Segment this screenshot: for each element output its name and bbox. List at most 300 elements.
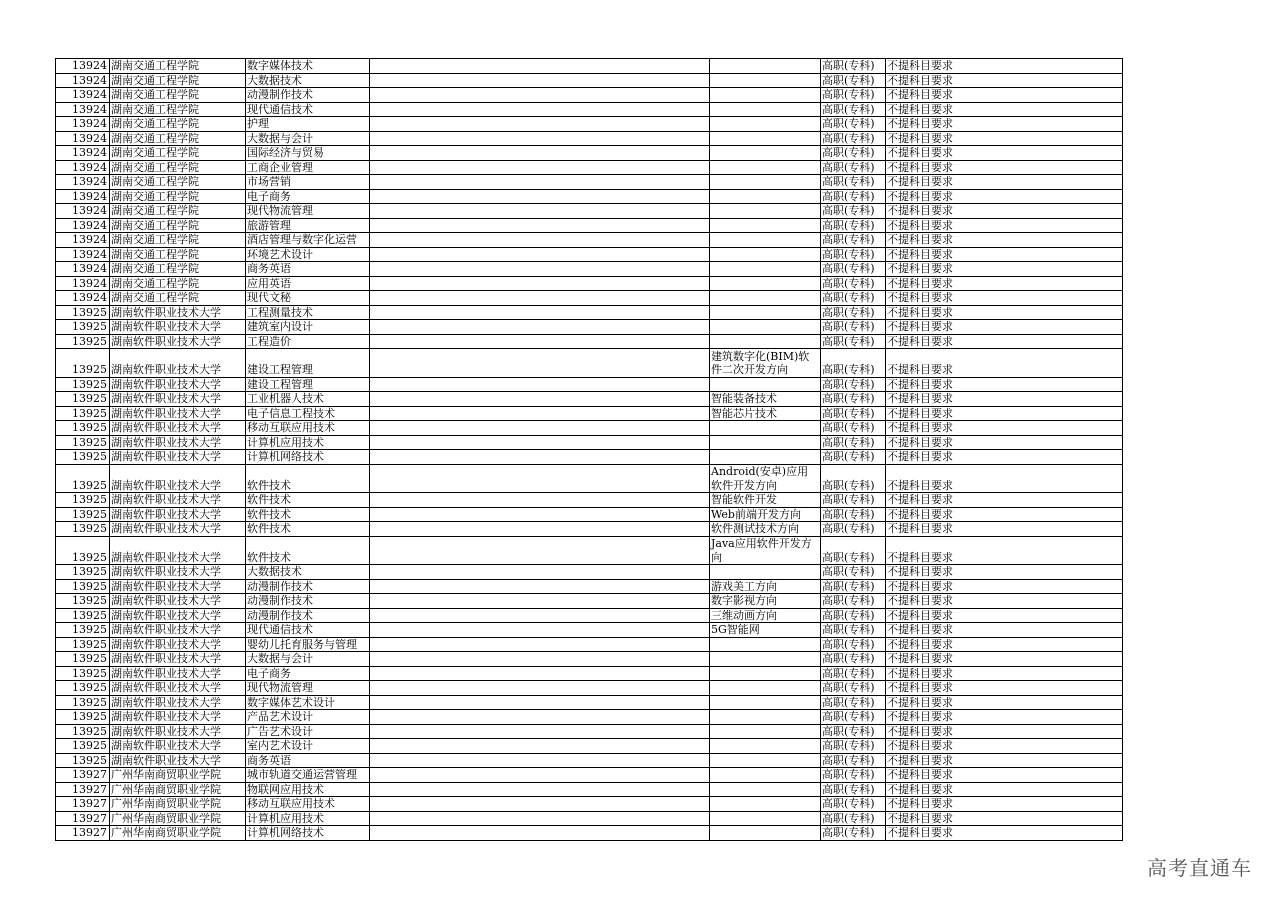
- level-cell: 高职(专科): [821, 204, 886, 219]
- level-cell: 高职(专科): [821, 131, 886, 146]
- school-code-cell: 13925: [56, 305, 110, 320]
- direction-note-cell: [710, 233, 821, 248]
- level-cell: 高职(专科): [821, 406, 886, 421]
- subject-requirement-cell: 不提科目要求: [886, 146, 1123, 161]
- blank-cell: [370, 392, 710, 407]
- table-row: [56, 189, 1123, 204]
- school-name-cell: 湖南软件职业技术大学: [110, 522, 246, 537]
- direction-note-cell: [710, 565, 821, 580]
- school-name-cell: 湖南软件职业技术大学: [110, 349, 246, 378]
- blank-cell: [370, 247, 710, 262]
- school-code-cell: 13925: [56, 507, 110, 522]
- direction-note-cell: [710, 637, 821, 652]
- direction-note-cell: 三维动画方向: [710, 608, 821, 623]
- blank-cell: [370, 710, 710, 725]
- table-row: [56, 522, 1123, 537]
- level-cell: 高职(专科): [821, 724, 886, 739]
- major-cell: 现代文秘: [246, 291, 370, 306]
- school-code-cell: 13925: [56, 724, 110, 739]
- school-code-cell: 13925: [56, 334, 110, 349]
- school-name-cell: 湖南交通工程学院: [110, 276, 246, 291]
- school-code-cell: 13925: [56, 608, 110, 623]
- school-name-cell: 湖南交通工程学院: [110, 175, 246, 190]
- blank-cell: [370, 175, 710, 190]
- table-row: [56, 392, 1123, 407]
- school-name-cell: 湖南软件职业技术大学: [110, 666, 246, 681]
- blank-cell: [370, 536, 710, 565]
- school-name-cell: 湖南交通工程学院: [110, 291, 246, 306]
- subject-requirement-cell: 不提科目要求: [886, 305, 1123, 320]
- table-row: [56, 218, 1123, 233]
- school-name-cell: 湖南交通工程学院: [110, 218, 246, 233]
- subject-requirement-cell: 不提科目要求: [886, 117, 1123, 132]
- blank-cell: [370, 464, 710, 493]
- school-code-cell: 13924: [56, 59, 110, 74]
- level-cell: 高职(专科): [821, 666, 886, 681]
- blank-cell: [370, 797, 710, 812]
- table-row: [56, 102, 1123, 117]
- school-name-cell: 湖南软件职业技术大学: [110, 536, 246, 565]
- subject-requirement-cell: 不提科目要求: [886, 160, 1123, 175]
- direction-note-cell: [710, 666, 821, 681]
- blank-cell: [370, 276, 710, 291]
- table-row: [56, 276, 1123, 291]
- school-name-cell: 湖南交通工程学院: [110, 131, 246, 146]
- level-cell: 高职(专科): [821, 218, 886, 233]
- level-cell: 高职(专科): [821, 421, 886, 436]
- subject-requirement-cell: 不提科目要求: [886, 739, 1123, 754]
- major-cell: 广告艺术设计: [246, 724, 370, 739]
- direction-note-cell: [710, 262, 821, 277]
- school-name-cell: 湖南软件职业技术大学: [110, 421, 246, 436]
- major-cell: 城市轨道交通运营管理: [246, 768, 370, 783]
- blank-cell: [370, 637, 710, 652]
- school-code-cell: 13925: [56, 594, 110, 609]
- school-code-cell: 13924: [56, 131, 110, 146]
- direction-note-cell: [710, 681, 821, 696]
- subject-requirement-cell: 不提科目要求: [886, 450, 1123, 465]
- blank-cell: [370, 131, 710, 146]
- level-cell: 高职(专科): [821, 392, 886, 407]
- subject-requirement-cell: 不提科目要求: [886, 73, 1123, 88]
- major-cell: 工程造价: [246, 334, 370, 349]
- subject-requirement-cell: 不提科目要求: [886, 247, 1123, 262]
- direction-note-cell: 智能软件开发: [710, 493, 821, 508]
- subject-requirement-cell: 不提科目要求: [886, 218, 1123, 233]
- subject-requirement-cell: 不提科目要求: [886, 406, 1123, 421]
- blank-cell: [370, 334, 710, 349]
- table-row: [56, 768, 1123, 783]
- level-cell: 高职(专科): [821, 305, 886, 320]
- blank-cell: [370, 218, 710, 233]
- school-code-cell: 13925: [56, 522, 110, 537]
- subject-requirement-cell: 不提科目要求: [886, 507, 1123, 522]
- direction-note-cell: [710, 320, 821, 335]
- school-code-cell: 13925: [56, 421, 110, 436]
- major-cell: 大数据技术: [246, 565, 370, 580]
- blank-cell: [370, 579, 710, 594]
- level-cell: 高职(专科): [821, 623, 886, 638]
- direction-note-cell: [710, 826, 821, 841]
- school-code-cell: 13927: [56, 826, 110, 841]
- table-row: [56, 406, 1123, 421]
- table-row: [56, 826, 1123, 841]
- school-name-cell: 湖南软件职业技术大学: [110, 493, 246, 508]
- direction-note-cell: [710, 710, 821, 725]
- direction-note-cell: [710, 739, 821, 754]
- school-code-cell: 13925: [56, 623, 110, 638]
- school-code-cell: 13925: [56, 681, 110, 696]
- blank-cell: [370, 739, 710, 754]
- subject-requirement-cell: 不提科目要求: [886, 811, 1123, 826]
- table-row: [56, 421, 1123, 436]
- school-name-cell: 湖南软件职业技术大学: [110, 565, 246, 580]
- admission-table: [55, 58, 1123, 841]
- school-code-cell: 13924: [56, 88, 110, 103]
- school-code-cell: 13925: [56, 739, 110, 754]
- subject-requirement-cell: 不提科目要求: [886, 782, 1123, 797]
- blank-cell: [370, 507, 710, 522]
- level-cell: 高职(专科): [821, 233, 886, 248]
- school-code-cell: 13925: [56, 652, 110, 667]
- direction-note-cell: 数字影视方向: [710, 594, 821, 609]
- blank-cell: [370, 493, 710, 508]
- table-row: [56, 377, 1123, 392]
- direction-note-cell: [710, 652, 821, 667]
- table-row: [56, 59, 1123, 74]
- school-code-cell: 13925: [56, 579, 110, 594]
- level-cell: 高职(专科): [821, 276, 886, 291]
- school-name-cell: 广州华南商贸职业学院: [110, 797, 246, 812]
- subject-requirement-cell: 不提科目要求: [886, 377, 1123, 392]
- school-code-cell: 13925: [56, 565, 110, 580]
- school-name-cell: 湖南软件职业技术大学: [110, 681, 246, 696]
- subject-requirement-cell: 不提科目要求: [886, 826, 1123, 841]
- level-cell: 高职(专科): [821, 739, 886, 754]
- blank-cell: [370, 768, 710, 783]
- level-cell: 高职(专科): [821, 536, 886, 565]
- major-cell: 数字媒体艺术设计: [246, 695, 370, 710]
- subject-requirement-cell: 不提科目要求: [886, 565, 1123, 580]
- blank-cell: [370, 88, 710, 103]
- major-cell: 市场营销: [246, 175, 370, 190]
- table-row: [56, 305, 1123, 320]
- major-cell: 动漫制作技术: [246, 579, 370, 594]
- blank-cell: [370, 421, 710, 436]
- school-code-cell: 13925: [56, 493, 110, 508]
- school-name-cell: 湖南软件职业技术大学: [110, 392, 246, 407]
- major-cell: 现代物流管理: [246, 204, 370, 219]
- level-cell: 高职(专科): [821, 435, 886, 450]
- school-name-cell: 湖南交通工程学院: [110, 233, 246, 248]
- school-name-cell: 湖南软件职业技术大学: [110, 305, 246, 320]
- table-row: [56, 681, 1123, 696]
- school-code-cell: 13924: [56, 189, 110, 204]
- table-row: [56, 623, 1123, 638]
- school-code-cell: 13925: [56, 392, 110, 407]
- blank-cell: [370, 608, 710, 623]
- major-cell: 大数据与会计: [246, 652, 370, 667]
- major-cell: 产品艺术设计: [246, 710, 370, 725]
- direction-note-cell: [710, 146, 821, 161]
- school-name-cell: 湖南软件职业技术大学: [110, 435, 246, 450]
- direction-note-cell: [710, 102, 821, 117]
- major-cell: 动漫制作技术: [246, 594, 370, 609]
- direction-note-cell: [710, 753, 821, 768]
- blank-cell: [370, 73, 710, 88]
- blank-cell: [370, 117, 710, 132]
- direction-note-cell: [710, 73, 821, 88]
- school-code-cell: 13924: [56, 146, 110, 161]
- major-cell: 动漫制作技术: [246, 88, 370, 103]
- subject-requirement-cell: 不提科目要求: [886, 695, 1123, 710]
- major-cell: 移动互联应用技术: [246, 421, 370, 436]
- table-row: [56, 579, 1123, 594]
- table-row: [56, 464, 1123, 493]
- level-cell: 高职(专科): [821, 695, 886, 710]
- major-cell: 环境艺术设计: [246, 247, 370, 262]
- blank-cell: [370, 59, 710, 74]
- major-cell: 工商企业管理: [246, 160, 370, 175]
- school-code-cell: 13924: [56, 73, 110, 88]
- blank-cell: [370, 262, 710, 277]
- school-name-cell: 湖南交通工程学院: [110, 247, 246, 262]
- subject-requirement-cell: 不提科目要求: [886, 175, 1123, 190]
- major-cell: 物联网应用技术: [246, 782, 370, 797]
- major-cell: 计算机应用技术: [246, 811, 370, 826]
- school-name-cell: 湖南交通工程学院: [110, 73, 246, 88]
- major-cell: 软件技术: [246, 507, 370, 522]
- subject-requirement-cell: 不提科目要求: [886, 88, 1123, 103]
- table-row: [56, 594, 1123, 609]
- direction-note-cell: [710, 88, 821, 103]
- level-cell: 高职(专科): [821, 175, 886, 190]
- direction-note-cell: [710, 117, 821, 132]
- level-cell: 高职(专科): [821, 753, 886, 768]
- table-row: [56, 117, 1123, 132]
- table-row: [56, 724, 1123, 739]
- table-row: [56, 233, 1123, 248]
- subject-requirement-cell: 不提科目要求: [886, 421, 1123, 436]
- blank-cell: [370, 695, 710, 710]
- table-row: [56, 247, 1123, 262]
- subject-requirement-cell: 不提科目要求: [886, 579, 1123, 594]
- direction-note-cell: [710, 305, 821, 320]
- direction-note-cell: [710, 204, 821, 219]
- subject-requirement-cell: 不提科目要求: [886, 320, 1123, 335]
- major-cell: 大数据技术: [246, 73, 370, 88]
- school-code-cell: 13924: [56, 218, 110, 233]
- school-name-cell: 湖南软件职业技术大学: [110, 637, 246, 652]
- table-row: [56, 493, 1123, 508]
- blank-cell: [370, 233, 710, 248]
- major-cell: 酒店管理与数字化运营: [246, 233, 370, 248]
- subject-requirement-cell: 不提科目要求: [886, 652, 1123, 667]
- blank-cell: [370, 349, 710, 378]
- blank-cell: [370, 652, 710, 667]
- level-cell: 高职(专科): [821, 59, 886, 74]
- table-row: [56, 204, 1123, 219]
- major-cell: 现代通信技术: [246, 623, 370, 638]
- direction-note-cell: 建筑数字化(BIM)软件二次开发方向: [710, 349, 821, 378]
- school-name-cell: 湖南软件职业技术大学: [110, 608, 246, 623]
- direction-note-cell: [710, 276, 821, 291]
- major-cell: 大数据与会计: [246, 131, 370, 146]
- blank-cell: [370, 406, 710, 421]
- subject-requirement-cell: 不提科目要求: [886, 493, 1123, 508]
- direction-note-cell: [710, 291, 821, 306]
- table-row: [56, 666, 1123, 681]
- table-row: [56, 565, 1123, 580]
- major-cell: 电子商务: [246, 666, 370, 681]
- major-cell: 工程测量技术: [246, 305, 370, 320]
- level-cell: 高职(专科): [821, 377, 886, 392]
- direction-note-cell: [710, 724, 821, 739]
- major-cell: 建设工程管理: [246, 377, 370, 392]
- direction-note-cell: 软件测试技术方向: [710, 522, 821, 537]
- school-name-cell: 湖南软件职业技术大学: [110, 695, 246, 710]
- direction-note-cell: [710, 247, 821, 262]
- school-code-cell: 13924: [56, 276, 110, 291]
- direction-note-cell: [710, 59, 821, 74]
- major-cell: 旅游管理: [246, 218, 370, 233]
- school-name-cell: 湖南软件职业技术大学: [110, 710, 246, 725]
- direction-note-cell: [710, 131, 821, 146]
- level-cell: 高职(专科): [821, 160, 886, 175]
- school-name-cell: 湖南软件职业技术大学: [110, 450, 246, 465]
- table-row: [56, 334, 1123, 349]
- level-cell: 高职(专科): [821, 594, 886, 609]
- table-row: [56, 637, 1123, 652]
- blank-cell: [370, 782, 710, 797]
- table-row: [56, 262, 1123, 277]
- direction-note-cell: [710, 797, 821, 812]
- blank-cell: [370, 811, 710, 826]
- level-cell: 高职(专科): [821, 507, 886, 522]
- blank-cell: [370, 666, 710, 681]
- subject-requirement-cell: 不提科目要求: [886, 594, 1123, 609]
- table-row: [56, 782, 1123, 797]
- school-name-cell: 湖南软件职业技术大学: [110, 377, 246, 392]
- school-code-cell: 13925: [56, 349, 110, 378]
- major-cell: 计算机应用技术: [246, 435, 370, 450]
- school-name-cell: 湖南软件职业技术大学: [110, 594, 246, 609]
- level-cell: 高职(专科): [821, 681, 886, 696]
- table-row: [56, 652, 1123, 667]
- school-code-cell: 13924: [56, 204, 110, 219]
- school-name-cell: 湖南交通工程学院: [110, 59, 246, 74]
- subject-requirement-cell: 不提科目要求: [886, 131, 1123, 146]
- school-code-cell: 13924: [56, 102, 110, 117]
- subject-requirement-cell: 不提科目要求: [886, 392, 1123, 407]
- level-cell: 高职(专科): [821, 291, 886, 306]
- blank-cell: [370, 320, 710, 335]
- school-name-cell: 湖南软件职业技术大学: [110, 739, 246, 754]
- subject-requirement-cell: 不提科目要求: [886, 435, 1123, 450]
- school-code-cell: 13927: [56, 782, 110, 797]
- subject-requirement-cell: 不提科目要求: [886, 637, 1123, 652]
- school-code-cell: 13924: [56, 117, 110, 132]
- school-code-cell: 13924: [56, 160, 110, 175]
- direction-note-cell: [710, 189, 821, 204]
- major-cell: 室内艺术设计: [246, 739, 370, 754]
- direction-note-cell: [710, 334, 821, 349]
- level-cell: 高职(专科): [821, 797, 886, 812]
- direction-note-cell: 游戏美工方向: [710, 579, 821, 594]
- subject-requirement-cell: 不提科目要求: [886, 797, 1123, 812]
- school-name-cell: 湖南软件职业技术大学: [110, 406, 246, 421]
- level-cell: 高职(专科): [821, 826, 886, 841]
- direction-note-cell: 智能芯片技术: [710, 406, 821, 421]
- school-code-cell: 13925: [56, 536, 110, 565]
- level-cell: 高职(专科): [821, 579, 886, 594]
- subject-requirement-cell: 不提科目要求: [886, 608, 1123, 623]
- major-cell: 护理: [246, 117, 370, 132]
- major-cell: 动漫制作技术: [246, 608, 370, 623]
- blank-cell: [370, 450, 710, 465]
- school-name-cell: 湖南交通工程学院: [110, 117, 246, 132]
- school-code-cell: 13925: [56, 320, 110, 335]
- level-cell: 高职(专科): [821, 262, 886, 277]
- school-name-cell: 广州华南商贸职业学院: [110, 811, 246, 826]
- subject-requirement-cell: 不提科目要求: [886, 262, 1123, 277]
- level-cell: 高职(专科): [821, 189, 886, 204]
- school-code-cell: 13924: [56, 247, 110, 262]
- school-name-cell: 湖南软件职业技术大学: [110, 320, 246, 335]
- school-code-cell: 13925: [56, 435, 110, 450]
- level-cell: 高职(专科): [821, 710, 886, 725]
- blank-cell: [370, 189, 710, 204]
- direction-note-cell: [710, 768, 821, 783]
- table-body: [56, 59, 1123, 841]
- school-code-cell: 13925: [56, 753, 110, 768]
- level-cell: 高职(专科): [821, 334, 886, 349]
- subject-requirement-cell: 不提科目要求: [886, 276, 1123, 291]
- table-row: [56, 695, 1123, 710]
- level-cell: 高职(专科): [821, 565, 886, 580]
- blank-cell: [370, 522, 710, 537]
- table-row: [56, 146, 1123, 161]
- school-name-cell: 湖南软件职业技术大学: [110, 334, 246, 349]
- subject-requirement-cell: 不提科目要求: [886, 710, 1123, 725]
- school-name-cell: 湖南交通工程学院: [110, 262, 246, 277]
- blank-cell: [370, 594, 710, 609]
- blank-cell: [370, 377, 710, 392]
- school-name-cell: 湖南软件职业技术大学: [110, 724, 246, 739]
- subject-requirement-cell: 不提科目要求: [886, 623, 1123, 638]
- direction-note-cell: [710, 811, 821, 826]
- school-code-cell: 13925: [56, 710, 110, 725]
- table-row: [56, 450, 1123, 465]
- direction-note-cell: [710, 160, 821, 175]
- subject-requirement-cell: 不提科目要求: [886, 233, 1123, 248]
- table-row: [56, 291, 1123, 306]
- school-name-cell: 湖南软件职业技术大学: [110, 507, 246, 522]
- major-cell: 软件技术: [246, 536, 370, 565]
- school-code-cell: 13924: [56, 291, 110, 306]
- subject-requirement-cell: 不提科目要求: [886, 536, 1123, 565]
- table-row: [56, 797, 1123, 812]
- school-code-cell: 13925: [56, 695, 110, 710]
- subject-requirement-cell: 不提科目要求: [886, 291, 1123, 306]
- school-code-cell: 13925: [56, 637, 110, 652]
- school-name-cell: 湖南交通工程学院: [110, 146, 246, 161]
- subject-requirement-cell: 不提科目要求: [886, 666, 1123, 681]
- school-code-cell: 13925: [56, 406, 110, 421]
- table-row: [56, 753, 1123, 768]
- school-name-cell: 湖南软件职业技术大学: [110, 579, 246, 594]
- direction-note-cell: Android(安卓)应用软件开发方向: [710, 464, 821, 493]
